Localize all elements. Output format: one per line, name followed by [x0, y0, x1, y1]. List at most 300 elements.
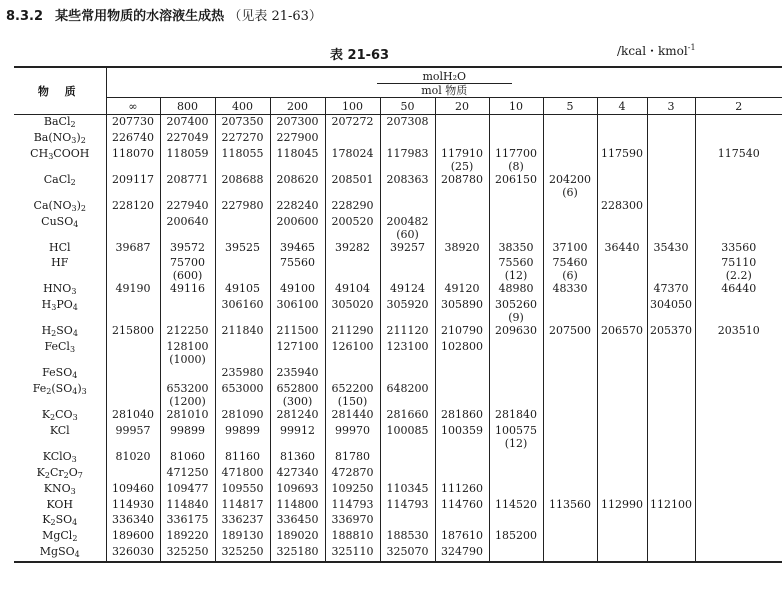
cell-note — [381, 269, 435, 282]
cell-value: 207272 — [331, 115, 374, 128]
value-cell — [695, 340, 782, 366]
value-cell — [380, 424, 435, 450]
value-cell — [435, 324, 489, 340]
cell-value: 99899 — [225, 424, 260, 437]
value-cell — [597, 340, 647, 366]
value-cell — [325, 256, 380, 282]
cell-value — [381, 131, 435, 144]
value-cell — [647, 173, 695, 199]
value-cell — [106, 366, 160, 382]
cell-value: 648200 — [386, 382, 429, 395]
value-cell — [489, 424, 543, 450]
value-cell — [380, 241, 435, 256]
value-cell — [489, 382, 543, 408]
cell-note — [648, 186, 695, 199]
cell-note — [271, 311, 325, 324]
value-cell — [647, 282, 695, 298]
cell-value: 209630 — [495, 324, 537, 337]
value-cell — [695, 324, 782, 340]
section-number: 8.3.2 — [6, 9, 44, 24]
value-cell — [215, 131, 270, 147]
cell-value: 100085 — [386, 424, 429, 437]
value-cell — [647, 256, 695, 282]
value-cell — [106, 324, 160, 340]
table-row — [14, 498, 782, 513]
cell-value: 49105 — [225, 282, 260, 295]
cell-value — [161, 298, 215, 311]
formula-part: CaCl — [43, 173, 71, 186]
value-cell — [160, 382, 215, 408]
cell-note: (12) — [504, 269, 528, 282]
ratio-numerator: molH₂O — [377, 70, 513, 84]
value-cell — [270, 529, 325, 545]
column-header: 10 — [489, 98, 543, 115]
cell-value: 227270 — [221, 131, 264, 144]
cell-note — [544, 228, 597, 241]
cell-value — [648, 340, 695, 353]
value-cell — [647, 147, 695, 173]
value-cell — [543, 199, 597, 215]
cell-note — [436, 186, 489, 199]
cell-value: 81060 — [170, 450, 205, 463]
cell-value — [696, 529, 782, 542]
cell-value: 228120 — [112, 199, 154, 212]
value-cell — [543, 382, 597, 408]
value-cell — [380, 131, 435, 147]
table-row — [14, 545, 782, 562]
cell-value: 109477 — [166, 482, 209, 495]
substance-cell — [14, 256, 106, 282]
cell-value — [598, 173, 647, 186]
cell-value: 206150 — [495, 173, 537, 186]
cell-value — [696, 199, 782, 212]
cell-value — [544, 199, 597, 212]
cell-value: 100359 — [441, 424, 483, 437]
cell-note — [436, 395, 489, 408]
cell-value: 208501 — [331, 173, 374, 186]
cell-value — [648, 199, 695, 212]
cell-value: 208780 — [441, 173, 483, 186]
table-row — [14, 147, 782, 173]
cell-value — [490, 115, 543, 128]
value-cell — [160, 324, 215, 340]
cell-value: 114520 — [495, 498, 537, 511]
cell-value — [107, 256, 160, 269]
cell-value — [598, 513, 647, 526]
cell-value — [490, 382, 543, 395]
cell-value — [544, 131, 597, 144]
value-cell — [695, 482, 782, 498]
formula-subscript: 2 — [70, 178, 76, 187]
value-cell — [597, 131, 647, 147]
cell-value: 227980 — [221, 199, 264, 212]
cell-note — [161, 160, 215, 173]
cell-value: 228290 — [331, 199, 374, 212]
cell-note — [271, 353, 325, 366]
cell-note — [271, 228, 325, 241]
cell-value: 427340 — [276, 466, 319, 479]
value-cell — [489, 366, 543, 382]
cell-value — [436, 131, 489, 144]
value-cell — [325, 366, 380, 382]
value-cell — [160, 115, 215, 132]
cell-value: 227900 — [276, 131, 319, 144]
cell-value — [696, 340, 782, 353]
formula-part: H — [41, 298, 52, 311]
cell-value — [544, 424, 597, 437]
formula-subscript: 3 — [48, 152, 54, 161]
substance-cell — [14, 340, 106, 366]
value-cell — [215, 382, 270, 408]
cell-value: 38350 — [498, 241, 534, 254]
formula-subscript: 3 — [70, 487, 76, 496]
formula-subscript: 3 — [69, 345, 76, 354]
cell-value: 336970 — [331, 513, 374, 526]
cell-value — [107, 466, 160, 479]
cell-value — [216, 340, 270, 353]
cell-value: 325070 — [386, 545, 429, 558]
cell-value: 281440 — [331, 408, 374, 421]
cell-note — [544, 395, 597, 408]
cell-value — [544, 545, 597, 558]
column-header: 100 — [325, 98, 380, 115]
cell-value — [544, 408, 597, 421]
value-cell — [543, 115, 597, 132]
table-row — [14, 173, 782, 199]
value-cell — [270, 382, 325, 408]
substance-cell — [14, 408, 106, 424]
formula-subscript: 4 — [73, 220, 79, 229]
cell-value: 281040 — [112, 408, 154, 421]
value-cell — [160, 282, 215, 298]
value-cell — [106, 513, 160, 529]
cell-value: 652200 — [331, 382, 374, 395]
cell-value: 207400 — [166, 115, 209, 128]
cell-value: 39572 — [170, 241, 205, 254]
table-row — [14, 529, 782, 545]
cell-value — [648, 147, 695, 160]
formula-part: CH — [30, 147, 49, 160]
value-cell — [597, 199, 647, 215]
value-cell — [325, 115, 380, 132]
cell-note — [598, 311, 647, 324]
value-cell — [160, 466, 215, 482]
value-cell — [160, 173, 215, 199]
cell-value: 325180 — [276, 545, 319, 558]
formula-subscript: 4 — [72, 518, 78, 527]
value-cell — [380, 382, 435, 408]
value-cell — [215, 450, 270, 466]
formula-part: COOH — [53, 147, 90, 160]
substance-cell — [14, 498, 106, 513]
cell-value: 81780 — [335, 450, 370, 463]
formula-part: Cr — [49, 466, 64, 479]
value-cell — [435, 408, 489, 424]
cell-value: 49190 — [115, 282, 151, 295]
value-cell — [695, 366, 782, 382]
value-cell — [270, 131, 325, 147]
value-cell — [543, 366, 597, 382]
cell-value — [490, 215, 543, 228]
formula-subscript: 4 — [72, 329, 78, 338]
cell-value — [598, 115, 647, 128]
cell-value: 326030 — [112, 545, 154, 558]
cell-value — [648, 482, 695, 495]
cell-note — [216, 353, 270, 366]
cell-value — [544, 482, 597, 495]
cell-value: 38920 — [444, 241, 480, 254]
cell-value — [544, 215, 597, 228]
table-row — [14, 215, 782, 241]
table-row — [14, 256, 782, 282]
cell-value — [598, 215, 647, 228]
table-row — [14, 424, 782, 450]
value-cell — [160, 366, 215, 382]
cell-note — [648, 353, 695, 366]
value-cell — [695, 424, 782, 450]
cell-value: 127100 — [276, 340, 319, 353]
cell-note — [490, 186, 543, 199]
cell-value: 114793 — [386, 498, 429, 511]
value-cell — [106, 215, 160, 241]
value-cell — [215, 215, 270, 241]
formula-part: K — [42, 513, 51, 526]
cell-value — [544, 340, 597, 353]
value-cell — [489, 513, 543, 529]
cell-value — [490, 482, 543, 495]
cell-value: 189130 — [221, 529, 264, 542]
cell-value — [648, 256, 695, 269]
cell-value: 178024 — [331, 147, 374, 160]
value-cell — [489, 450, 543, 466]
cell-value: 75110 — [721, 256, 757, 269]
value-cell — [489, 498, 543, 513]
cell-value: 215800 — [112, 324, 154, 337]
formula-subscript: 3 — [72, 413, 78, 422]
cell-note — [271, 269, 325, 282]
cell-value: 118045 — [276, 147, 319, 160]
cell-value: 114793 — [331, 498, 374, 511]
substance-cell — [14, 545, 106, 562]
cell-value: 306160 — [221, 298, 264, 311]
formula-subscript: 7 — [77, 471, 83, 480]
formula-part: BaCl — [43, 115, 71, 128]
formula-part: CO — [55, 408, 73, 421]
value-cell — [215, 366, 270, 382]
value-cell — [597, 241, 647, 256]
value-cell — [160, 482, 215, 498]
cell-value — [696, 408, 782, 421]
table-row — [14, 408, 782, 424]
cell-value: 114817 — [221, 498, 264, 511]
value-cell — [270, 466, 325, 482]
value-cell — [435, 147, 489, 173]
cell-value — [436, 115, 489, 128]
value-cell — [270, 340, 325, 366]
cell-value: 49104 — [335, 282, 370, 295]
cell-value — [598, 298, 647, 311]
value-cell — [597, 366, 647, 382]
cell-note — [326, 353, 380, 366]
value-cell — [106, 199, 160, 215]
value-cell — [435, 545, 489, 562]
value-cell — [325, 241, 380, 256]
value-cell — [325, 450, 380, 466]
formula-part: H — [41, 324, 52, 337]
substance-cell — [14, 366, 106, 382]
value-cell — [215, 147, 270, 173]
cell-note: (60) — [396, 228, 419, 241]
table-row — [14, 382, 782, 408]
cell-note — [107, 269, 160, 282]
value-cell — [647, 450, 695, 466]
cell-note — [326, 437, 380, 450]
formula-subscript: 3 — [71, 136, 77, 145]
value-cell — [597, 324, 647, 340]
value-cell — [597, 408, 647, 424]
cell-value: 653000 — [221, 382, 264, 395]
value-cell — [695, 147, 782, 173]
formula-part: HF — [51, 256, 69, 269]
value-cell — [106, 482, 160, 498]
formula-part: HNO — [43, 282, 72, 295]
cell-value: 35430 — [653, 241, 689, 254]
value-cell — [325, 498, 380, 513]
cell-value: 39687 — [115, 241, 151, 254]
cell-value — [598, 282, 647, 295]
cell-value — [490, 450, 543, 463]
cell-note — [271, 186, 325, 199]
value-cell — [489, 256, 543, 282]
cell-note — [436, 353, 489, 366]
cell-note — [696, 353, 782, 366]
value-cell — [325, 545, 380, 562]
cell-value: 110345 — [386, 482, 429, 495]
value-cell — [270, 282, 325, 298]
value-cell — [597, 173, 647, 199]
value-cell — [647, 545, 695, 562]
value-cell — [489, 282, 543, 298]
column-header: 20 — [435, 98, 489, 115]
cell-note: (150) — [337, 395, 368, 408]
value-cell — [160, 298, 215, 324]
value-cell — [106, 241, 160, 256]
cell-value: 117590 — [601, 147, 643, 160]
value-cell — [106, 408, 160, 424]
cell-note — [490, 395, 543, 408]
value-cell — [695, 382, 782, 408]
cell-value: 226740 — [112, 131, 154, 144]
formula-subscript: 2 — [44, 471, 50, 480]
value-cell — [380, 450, 435, 466]
value-cell — [160, 424, 215, 450]
value-cell — [695, 115, 782, 132]
cell-value — [598, 366, 647, 379]
cell-value: 109250 — [331, 482, 374, 495]
value-cell — [270, 324, 325, 340]
value-cell — [695, 241, 782, 256]
cell-value — [216, 215, 270, 228]
cell-value — [696, 450, 782, 463]
substance-cell — [14, 199, 106, 215]
formula-subscript: 4 — [72, 387, 78, 396]
cell-note — [107, 395, 160, 408]
value-cell — [270, 450, 325, 466]
formula-subscript: 3 — [71, 287, 77, 296]
value-cell — [380, 173, 435, 199]
table-row — [14, 199, 782, 215]
cell-value: 206570 — [601, 324, 643, 337]
value-cell — [543, 173, 597, 199]
value-cell — [647, 324, 695, 340]
value-cell — [543, 498, 597, 513]
value-cell — [597, 382, 647, 408]
cell-value — [490, 545, 543, 558]
value-cell — [597, 450, 647, 466]
cell-value — [490, 340, 543, 353]
formula-part: ) — [76, 199, 81, 212]
formula-part: PO — [56, 298, 73, 311]
value-cell — [435, 241, 489, 256]
value-cell — [215, 466, 270, 482]
substance-cell — [14, 298, 106, 324]
cell-value — [107, 366, 160, 379]
cell-value: 208620 — [276, 173, 319, 186]
formula-part: HCl — [48, 241, 71, 254]
cell-value: 281240 — [276, 408, 319, 421]
cell-value: 37100 — [552, 241, 588, 254]
cell-note: (600) — [172, 269, 203, 282]
cell-value — [648, 545, 695, 558]
cell-value: 208688 — [221, 173, 264, 186]
value-cell — [543, 482, 597, 498]
cell-value — [696, 131, 782, 144]
value-cell — [695, 131, 782, 147]
cell-value — [598, 424, 647, 437]
cell-value: 235980 — [221, 366, 264, 379]
value-cell — [597, 466, 647, 482]
formula-part: Ba(NO — [33, 131, 72, 144]
cell-value: 189220 — [166, 529, 209, 542]
formula-part: FeSO — [42, 366, 73, 379]
cell-value — [544, 382, 597, 395]
substance-cell — [14, 173, 106, 199]
value-cell — [215, 340, 270, 366]
cell-value: 281840 — [495, 408, 537, 421]
value-cell — [435, 366, 489, 382]
value-cell — [543, 529, 597, 545]
cell-note — [107, 186, 160, 199]
value-cell — [695, 466, 782, 482]
cell-value — [648, 450, 695, 463]
cell-value: 117983 — [386, 147, 429, 160]
cell-note — [107, 311, 160, 324]
unit-text: /kcal・kmol — [617, 44, 688, 58]
cell-value: 471250 — [166, 466, 209, 479]
value-cell — [325, 199, 380, 215]
formula-subscript: 2 — [46, 387, 52, 396]
value-cell — [106, 147, 160, 173]
value-cell — [215, 482, 270, 498]
formula-subscript: 3 — [71, 455, 77, 464]
cell-note: (300) — [282, 395, 313, 408]
value-cell — [380, 298, 435, 324]
value-cell — [543, 450, 597, 466]
value-cell — [435, 529, 489, 545]
ratio-denominator: mol 物质 — [421, 84, 468, 97]
cell-note — [648, 437, 695, 450]
value-cell — [106, 282, 160, 298]
